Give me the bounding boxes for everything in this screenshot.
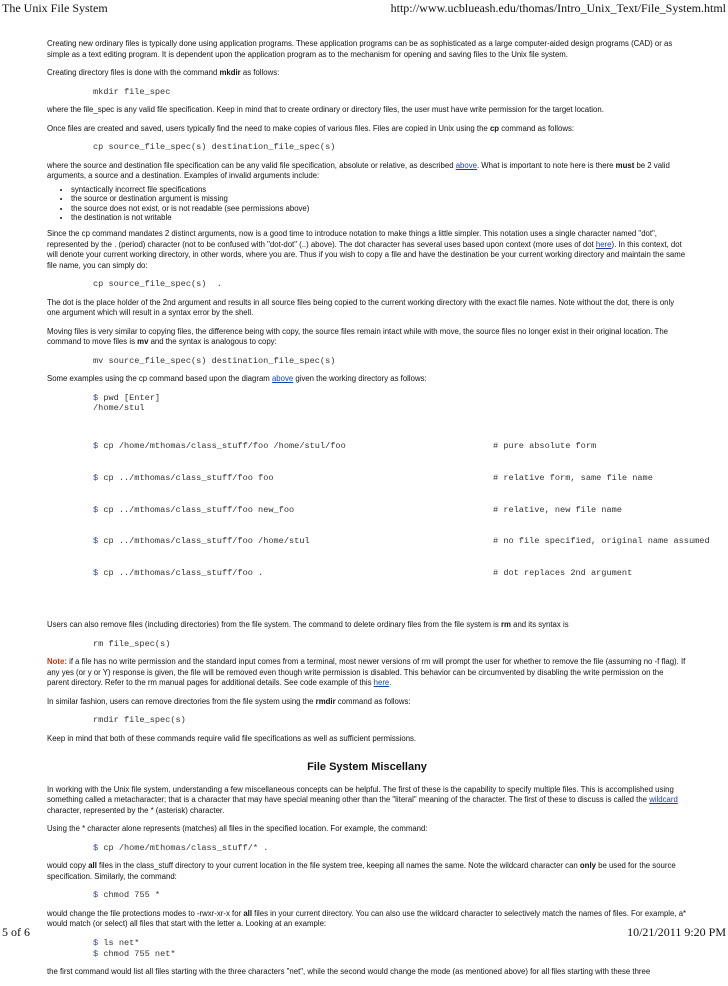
code-line	[93, 536, 710, 547]
code-line	[93, 505, 687, 516]
code-line: /home/stul	[93, 403, 145, 414]
paragraph: the first command would list all files starting with the three characters "net", while the second would change the mode (as mentioned above) for all files starting with these three	[47, 967, 651, 977]
paragraph: Using the * character alone represents (matches) all files in the specified location. For example, the command:	[47, 824, 428, 834]
text: command as follows:	[335, 696, 411, 706]
page-footer	[0, 923, 728, 941]
text: where the source and destination file specification can be any valid file specification, absolute or relative, as described	[47, 160, 456, 170]
link-here[interactable]: here	[595, 239, 612, 249]
code-line	[93, 441, 687, 452]
paragraph	[47, 68, 687, 79]
list-item: • the source does not exist, or is not readable (see permissions above)	[71, 204, 687, 214]
paragraph: Creating new ordinary files is typically done using application programs. These application programs can be as sophisticated as a large computer-aided design programs (CAD) or as simple as a text editing program. It is dependent upon the application program as to the mechanism for opening and saving files to the Unix file system.	[47, 39, 673, 59]
text: In working with the Unix file system, understanding a few miscellaneous concepts can be helpful. The first of these is the capability to specify multiple files. This is accomplished using something called a metacharacter; that is a character that may have special meaning other than the "literal" meaning of the character. The first of these to discuss is called the	[47, 784, 674, 805]
text: In similar fashion, users can remove directories from the file system using the	[47, 696, 316, 706]
code-line	[93, 473, 687, 484]
paragraph	[47, 124, 687, 135]
code-block: mkdir file_spec	[93, 86, 171, 97]
paragraph	[47, 374, 687, 385]
command-name: mv	[137, 337, 149, 347]
command-text: cp ../mthomas/class_stuff/foo /home/stul	[103, 536, 310, 547]
paragraph	[47, 327, 687, 348]
page-header	[0, 0, 728, 16]
list-item: • syntactically incorrect file specifications	[71, 185, 687, 195]
list-item: • the destination is not writable	[71, 213, 687, 223]
link-above[interactable]: above	[455, 160, 477, 170]
text: would change the file protections modes to -rwxr-xr-x for	[47, 908, 244, 918]
section-heading: File System Miscellany	[307, 761, 427, 774]
page-number: 5 of 6	[2, 925, 30, 939]
command-name: rmdir	[315, 696, 336, 706]
prompt-symbol: $	[93, 568, 99, 579]
code-comment: # no file specified, original name assumed	[493, 536, 710, 547]
code-block: rmdir file_spec(s)	[93, 715, 186, 726]
code-block: cp source_file_spec(s) destination_file_spec(s)	[93, 142, 336, 153]
document-body	[47, 39, 710, 986]
code-block: cp source_file_spec(s) .	[93, 279, 222, 290]
text: files in the class_stuff directory to your current location in the file system tree, keeping all names the same. Note the wildcard character can	[96, 861, 580, 871]
prompt-symbol: $	[93, 842, 99, 853]
command-text: chmod 755 net*	[103, 948, 176, 959]
command-text: pwd [Enter]	[103, 392, 161, 403]
paragraph	[47, 785, 687, 817]
text: Users can also remove files (including directories) from the file system. The command to delete ordinary files from the file system is	[47, 620, 501, 630]
text: and the syntax is analogous to copy:	[148, 337, 277, 347]
page-url: http://www.ucblueash.edu/thomas/Intro_Unix_Text/File_System.html	[390, 1, 726, 15]
command-text: chmod 755 *	[103, 890, 161, 901]
paragraph: The dot is the place holder of the 2nd argument and results in all source files being copied to the current working directory with the exact file names. Note without the dot, there is only one argument which will result in a syntax error by the shell.	[47, 297, 675, 318]
text: Some examples using the cp command based upon the diagram	[47, 374, 272, 384]
text: would copy	[47, 861, 89, 871]
text: ). In this context, dot will denote your current working directory, in other words, where you are. Thus if you wish to copy a file and have the destination be your current working directory and maintain the same file name, you can simply do:	[47, 239, 686, 270]
text: . What is important to note here is there	[476, 160, 616, 170]
command-text: ls net*	[103, 937, 140, 948]
text: be 2 valid arguments, a source and a destination. Examples of invalid arguments include:	[47, 160, 670, 181]
code-comment: # dot replaces 2nd argument	[493, 568, 633, 579]
prompt-symbol: $	[93, 392, 99, 403]
emphasis: all	[88, 861, 97, 871]
code-comment: # relative, new file name	[493, 504, 622, 515]
code-comment: # pure absolute form	[493, 441, 597, 452]
emphasis: only	[579, 861, 596, 871]
command-name: mkdir	[219, 68, 241, 77]
text: character, represented by the * (asterisk) character.	[47, 805, 225, 815]
code-line	[93, 568, 687, 579]
text: and its syntax is	[510, 620, 569, 630]
emphasis: all	[243, 908, 252, 918]
code-line	[93, 393, 687, 404]
paragraph: where the file_spec is any valid file specification. Keep in mind that to create ordinary or directory files, the user must have write permission for the target location.	[47, 105, 604, 115]
text: .	[389, 678, 392, 688]
command-text: cp /home/mthomas/class_stuff/foo /home/stul/foo	[103, 441, 346, 452]
note-label: Note:	[47, 657, 67, 667]
prompt-symbol: $	[93, 948, 99, 959]
link-wildcard[interactable]: wildcard	[649, 795, 678, 805]
command-text: cp ../mthomas/class_stuff/foo new_foo	[103, 504, 295, 515]
command-text: cp ../mthomas/class_stuff/foo .	[103, 568, 264, 579]
text: Creating directory files is done with the command	[47, 68, 220, 77]
prompt-symbol: $	[93, 472, 99, 483]
code-block	[93, 938, 687, 959]
command-text: cp ../mthomas/class_stuff/foo foo	[103, 472, 274, 483]
text: if a file has no write permission and the standard input comes from a terminal, most newer versions of rm will prompt the user for whether to remove the file (assuming no -f flag). If any yes (or y or Y) response is given, the file will be removed even though write permission is disabled. This behavior can be circumvented by disabling the write permission on the parent directory. Refer to the rm manual pages for additional details. See code example of this	[47, 657, 686, 688]
emphasis: must	[615, 160, 635, 170]
code-block	[93, 890, 687, 901]
text: be used for the source specification. Similarly, the command:	[47, 861, 676, 881]
code-line	[93, 949, 687, 960]
code-block	[93, 843, 687, 854]
code-block: rm file_spec(s)	[93, 638, 171, 649]
text: as follows:	[240, 68, 280, 77]
paragraph	[47, 229, 687, 271]
link-above[interactable]: above	[271, 374, 294, 384]
command-text: cp /home/mthomas/class_stuff/* .	[103, 842, 269, 853]
list-item: • the source or destination argument is missing	[71, 194, 687, 204]
text: Moving files is very similar to copying files, the difference being with copy, the source files remain intact while with move, the source files no longer exist in their original location. The command to move files is	[47, 326, 669, 347]
code-comment: # relative form, same file name	[493, 472, 653, 483]
command-name: rm	[500, 620, 511, 630]
page-title: The Unix File System	[2, 1, 108, 15]
text: command as follows:	[499, 123, 575, 133]
command-name: cp	[489, 123, 500, 133]
text: Once files are created and saved, users typically find the need to make copies of various files. Files are copied in Unix using the	[47, 123, 490, 133]
prompt-symbol: $	[93, 536, 99, 547]
text: Since the cp command mandates 2 distinct arguments, now is a good time to introduce notation to make things a little simpler. This notation uses a single character named "dot", represented by the . (period) character (not to be confused with "dot-dot" (..) above). The dot character has several uses based upon context (more uses of dot	[47, 229, 657, 249]
bullet-list	[47, 185, 687, 223]
prompt-symbol: $	[93, 890, 99, 901]
code-block: mv source_file_spec(s) destination_file_spec(s)	[93, 355, 336, 366]
print-datetime: 10/21/2011 9:20 PM	[627, 925, 726, 939]
paragraph	[47, 697, 687, 708]
code-block-pwd	[93, 393, 687, 414]
paragraph: Keep in mind that both of these commands require valid file specifications as well as sufficient permissions.	[47, 733, 417, 743]
text: files in your current directory. You can also use the wildcard character to selectively match the names of files. For example, a* would match (or select) all files that start with the letter a. Looking at an example:	[47, 908, 687, 929]
code-block-examples	[93, 420, 710, 600]
prompt-symbol: $	[93, 504, 99, 515]
paragraph	[47, 620, 687, 631]
text: given the working directory as follows:	[293, 374, 427, 384]
paragraph	[47, 861, 687, 882]
note-paragraph	[47, 657, 687, 689]
prompt-symbol: $	[93, 441, 99, 452]
prompt-symbol: $	[93, 937, 99, 948]
link-here[interactable]: here	[373, 678, 390, 688]
paragraph	[47, 161, 687, 182]
